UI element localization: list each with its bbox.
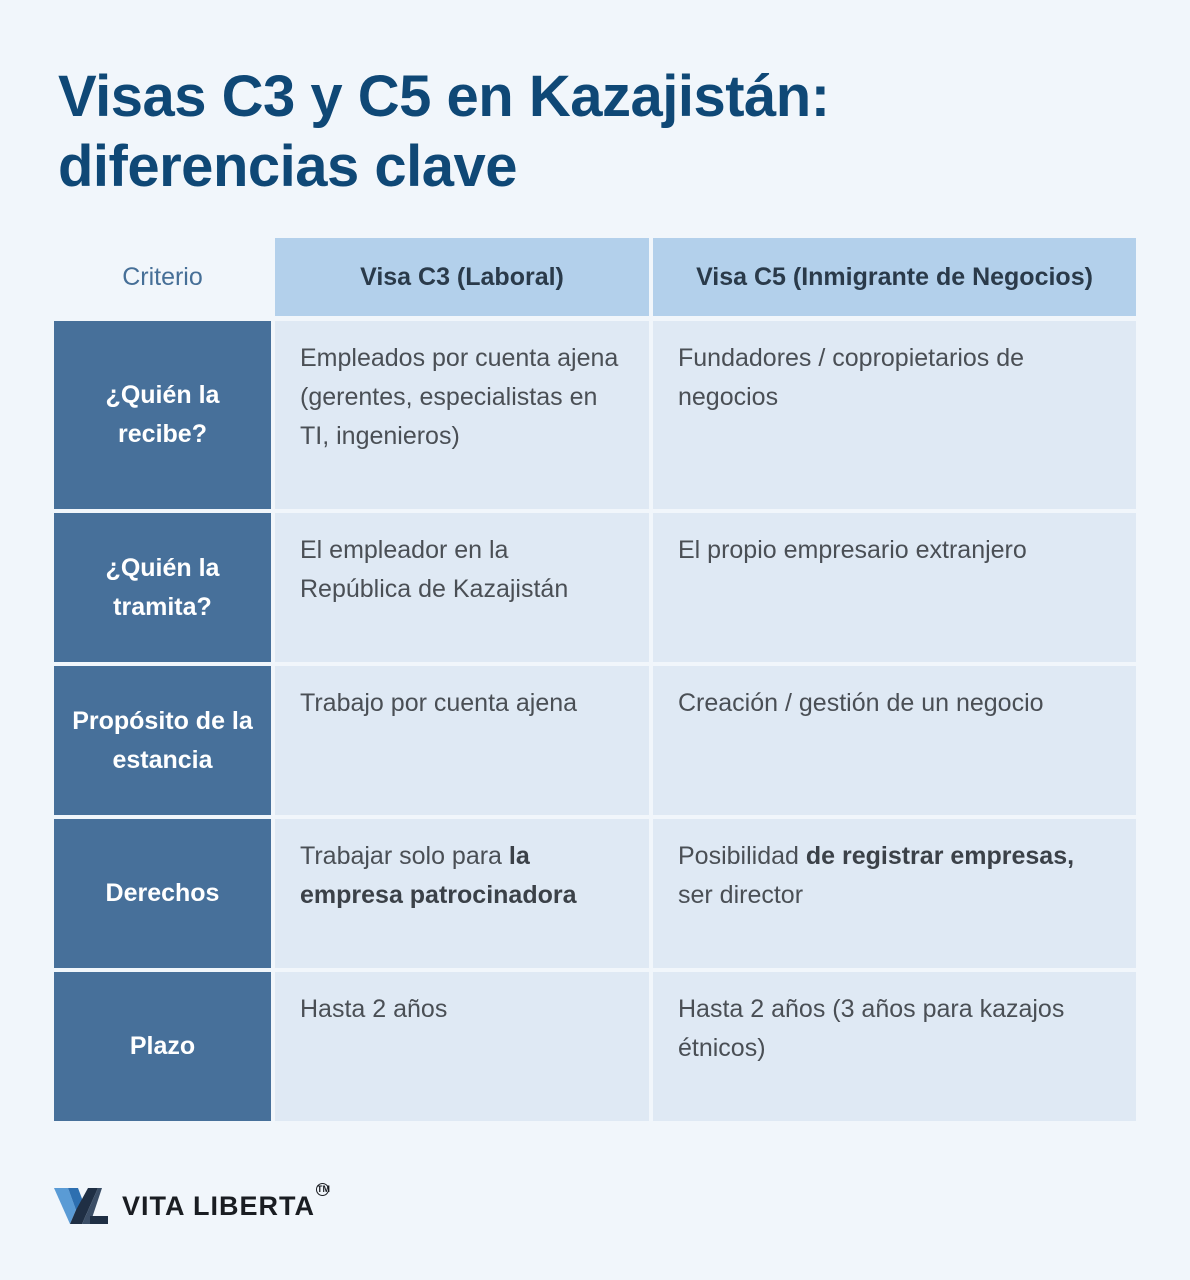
cell-c3-rights: [275, 819, 649, 968]
cell-c5-purpose: Creación / gestión de un negocio: [653, 666, 1136, 815]
cell-c5-rights: [653, 819, 1136, 968]
cell-c5-rights-plain-before: Posibilidad: [678, 842, 806, 870]
cell-c5-term: Hasta 2 años (3 años para kazajos étnicos): [653, 972, 1136, 1121]
brand-name: [122, 1183, 330, 1222]
row-label-purpose: Propósito de la estancia: [54, 666, 271, 815]
cell-c5-rights-plain-after: ser director: [678, 881, 804, 909]
row-label-term: Plazo: [54, 972, 271, 1121]
cell-c3-who-processes: El empleador en la República de Kazajistán: [275, 513, 649, 662]
row-label-who-receives: ¿Quién la recibe?: [54, 321, 271, 509]
row-label-who-processes: ¿Quién la tramita?: [54, 513, 271, 662]
cell-c3-rights-plain: Trabajar solo para: [300, 842, 509, 870]
cell-c5-rights-bold: de registrar empresas,: [805, 842, 1075, 870]
cell-c3-term: Hasta 2 años: [275, 972, 649, 1121]
page-title-line-2: diferencias clave: [58, 134, 518, 199]
header-criterion: Criterio: [122, 262, 203, 291]
header-visa-c3: Visa C3 (Laboral): [275, 238, 649, 316]
cell-c3-purpose: Trabajo por cuenta ajena: [275, 666, 649, 815]
cell-c3-who-receives: Empleados por cuenta ajena (gerentes, especialistas en TI, ingenieros): [275, 321, 649, 509]
page-title: [58, 62, 1058, 202]
brand-name-text: VITA LIBERTA: [122, 1190, 315, 1221]
page-title-line-1: Visas C3 y C5 en Kazajistán:: [58, 64, 830, 129]
brand-logo: [54, 1183, 330, 1228]
header-visa-c5: Visa C5 (Inmigrante de Negocios): [653, 238, 1136, 316]
cell-c3-rights-bold: la empresa patrocinadora: [300, 842, 577, 909]
cell-c5-who-processes: El propio empresario extranjero: [653, 513, 1136, 662]
cell-c5-who-receives: Fundadores / copropietarios de negocios: [653, 321, 1136, 509]
vita-liberta-logo-icon: [54, 1186, 110, 1226]
trademark-symbol: TM: [316, 1183, 330, 1194]
row-label-rights: Derechos: [54, 819, 271, 968]
